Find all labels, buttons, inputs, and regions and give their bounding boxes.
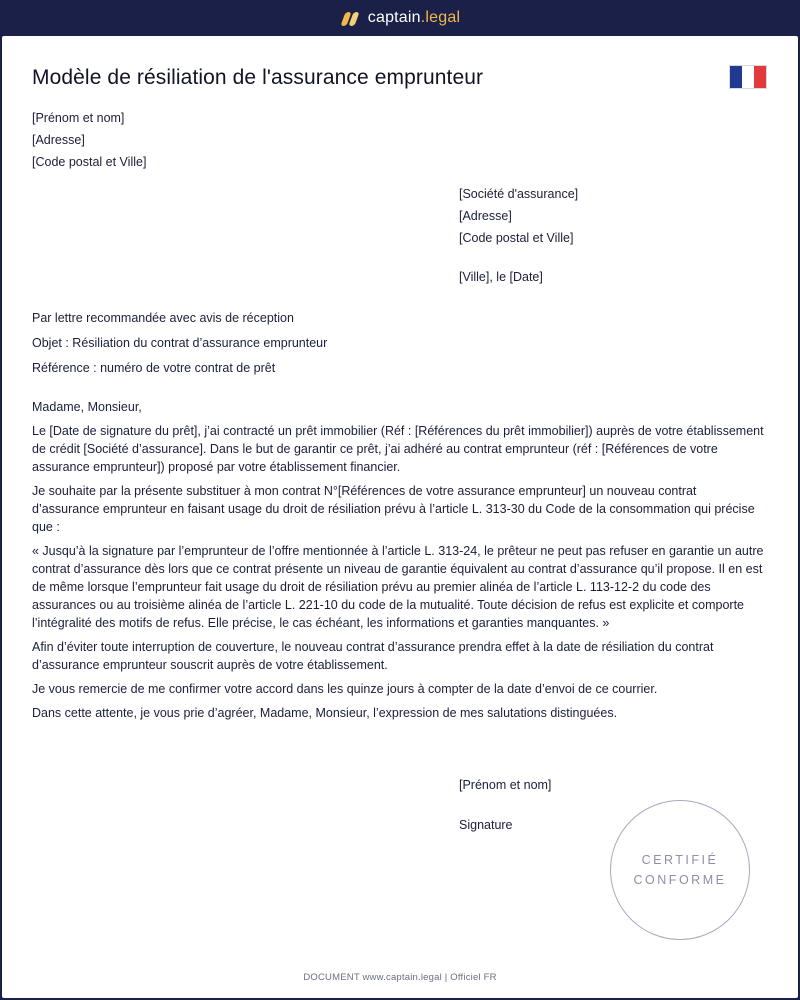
- sender-address: [Adresse]: [32, 133, 85, 147]
- subject-line: Objet : Résiliation du contrat d’assurance emprunteur: [32, 336, 328, 350]
- page-title: Modèle de résiliation de l'assurance emprunteur: [32, 66, 484, 89]
- paragraph: Afin d’éviter toute interruption de couverture, le nouveau contrat d’assurance prendra effet à la date de résiliation du contrat d’assurance emprunteur souscrit auprès de votre établissement.: [32, 640, 714, 672]
- signature-label: Signature: [459, 818, 513, 832]
- brand-tld: .legal: [420, 9, 461, 26]
- paragraph: Je vous remercie de me confirmer votre accord dans les quinze jours à compter de la date d’envoi de ce courrier.: [32, 682, 658, 696]
- footer-text: DOCUMENT www.captain.legal | Officiel FR: [303, 972, 497, 983]
- brand-wordmark: [368, 9, 460, 27]
- brand-logo[interactable]: [340, 9, 460, 27]
- stamp-line-2: CONFORME: [633, 873, 727, 887]
- sender-city: [Code postal et Ville]: [32, 155, 147, 169]
- letter-body: [32, 396, 767, 728]
- sender-block: [32, 107, 146, 173]
- delivery-method: Par lettre recommandée avec avis de réception: [32, 311, 294, 325]
- brand-name: captain: [367, 9, 421, 26]
- letter-meta: [32, 306, 327, 381]
- date-line: [Ville], le [Date]: [459, 270, 543, 284]
- captain-logo-icon: [340, 10, 360, 26]
- stamp-line-1: CERTIFIÉ: [641, 853, 719, 867]
- greeting: Madame, Monsieur,: [32, 400, 142, 414]
- sender-name: [Prénom et nom]: [32, 111, 125, 125]
- legal-quote: « Jusqu’à la signature par l’emprunteur de l’offre mentionnée à l’article L. 313-24, le prêteur ne peut pas refuser en garantie un autre contrat d’assurance dès lors que ce contrat présente un niveau de garantie équivalent au contrat d’assurance qu’il propose. Il en est de même lorsque l’emprunteur fait usage du droit de résiliation prévu au premier alinéa de l’article L. 113-12-2 du code des assurances ou au troisième alinéa de l’article L. 221-10 du code de la mutualité. Toute décision de refus est explicite et comporte l’intégralité des motifs de refus. Elle précise, le cas échéant, les informations et garanties manquantes. »: [32, 544, 764, 630]
- document-page: [2, 36, 798, 998]
- certified-stamp: [610, 800, 750, 940]
- reference-line: Référence : numéro de votre contrat de prêt: [32, 361, 276, 375]
- top-bar: [0, 0, 800, 36]
- recipient-company: [Société d'assurance]: [459, 187, 579, 201]
- recipient-block: [459, 183, 578, 249]
- recipient-address: [Adresse]: [459, 209, 512, 223]
- recipient-city: [Code postal et Ville]: [459, 231, 574, 245]
- paragraph: Je souhaite par la présente substituer à mon contrat N°[Références de votre assurance emprunteur] un nouveau contrat d’assurance emprunteur en faisant usage du droit de résiliation prévu à l’article L. 313-30 du Code de la consommation qui précise que :: [32, 484, 755, 534]
- paragraph: Le [Date de signature du prêt], j’ai contracté un prêt immobilier (Réf : [Références du prêt immobilier]) auprès de votre établissement de crédit [Société d’assurance]. Dans le but de garantir ce prêt, j’ai adhéré au contrat emprunteur (réf : [Références de votre assurance emprunteur]) proposé par votre établissement financier.: [32, 424, 764, 474]
- closing-paragraph: Dans cette attente, je vous prie d’agréer, Madame, Monsieur, l’expression de mes salutations distinguées.: [32, 706, 618, 720]
- france-flag-icon: [729, 65, 767, 89]
- signature-name: [Prénom et nom]: [459, 778, 552, 792]
